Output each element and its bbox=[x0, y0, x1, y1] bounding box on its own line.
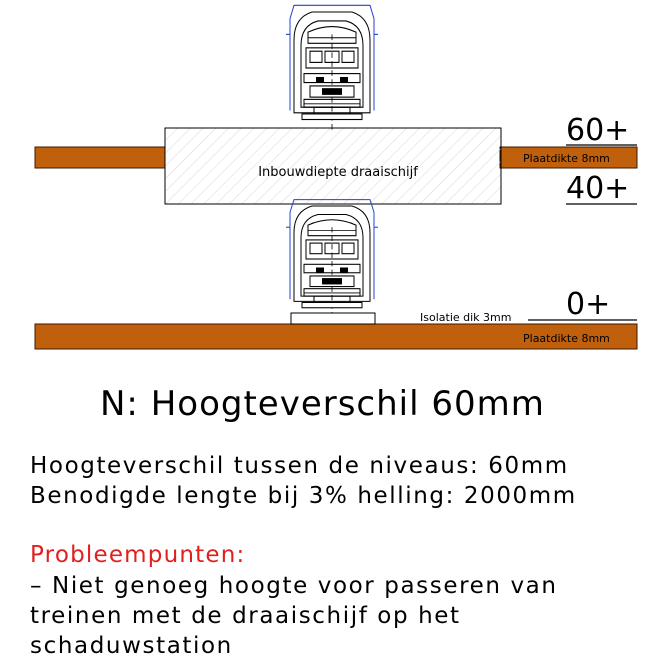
level-60-label: 60+ bbox=[566, 113, 630, 148]
level-0-label: 0+ bbox=[566, 287, 611, 322]
upper-train-icon bbox=[286, 5, 378, 129]
problem-line: – Niet genoeg hoogte voor passeren van bbox=[30, 573, 558, 599]
plate-thickness-top: Plaatdikte 8mm bbox=[523, 152, 610, 165]
problem-heading: Probleempunten: bbox=[30, 542, 246, 568]
insulation-label: Isolatie dik 3mm bbox=[420, 311, 512, 324]
lower-train-icon bbox=[286, 200, 378, 318]
lower-train-base bbox=[291, 313, 375, 324]
problem-line: schaduwstation bbox=[30, 633, 233, 659]
upper-board-left bbox=[35, 147, 165, 168]
level-40-label: 40+ bbox=[566, 171, 630, 206]
page-title: N: Hoogteverschil 60mm bbox=[100, 384, 545, 424]
turntable-label: Inbouwdiepte draaischijf bbox=[258, 165, 418, 180]
problem-line: treinen met de draaischijf op het bbox=[30, 603, 461, 629]
description-height-difference: Hoogteverschil tussen de niveaus: 60mm bbox=[30, 453, 569, 479]
plate-thickness-bottom: Plaatdikte 8mm bbox=[523, 332, 610, 345]
description-required-length: Benodigde lengte bij 3% helling: 2000mm bbox=[30, 483, 577, 509]
